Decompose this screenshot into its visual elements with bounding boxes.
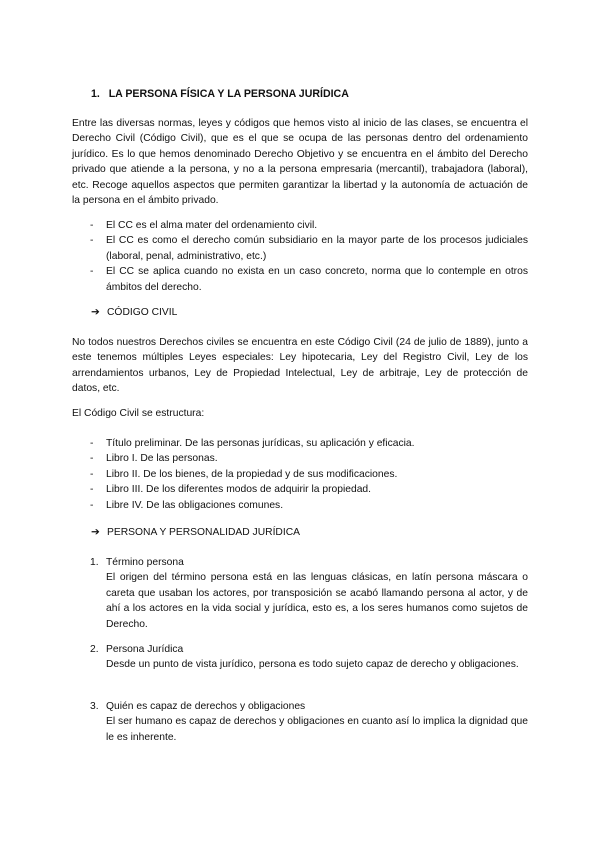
numbered-item — [90, 642, 528, 673]
item-title: Término persona — [106, 557, 184, 568]
list-item: - Libro III. De los diferentes modos de adquirir la propiedad. — [90, 482, 528, 497]
item-title: Quién es capaz de derechos y obligaciones — [106, 701, 306, 712]
intro-paragraph: Entre las diversas normas, leyes y códigos que hemos visto al inicio de las clases, se encuentra el Derecho Civil (Código Civil), que es el que se ocupa de las personas dentro del ordenamiento jurídico. Es lo que hemos denominado Derecho Objetivo y se encuentra en el ámbito del Derecho privado que atiende a la persona, y no a la persona empresaria (mercantil), trabajadora (laboral), etc. Recoge aquellos aspectos que permiten garantizar la libertad y la autonomía de actuación de la persona en el ámbito privado. — [72, 118, 528, 207]
list-item: - El CC es como el derecho común subsidiario en la mayor parte de los procesos judiciales (laboral, penal, administrativo, etc.) — [90, 233, 528, 264]
item-body: Desde un punto de vista jurídico, persona es todo sujeto capaz de derecho y obligaciones. — [106, 659, 519, 671]
estructura-bullet-list — [90, 436, 528, 513]
item-number: 1. — [90, 557, 99, 568]
list-item: - El CC se aplica cuando no exista en un caso concreto, norma que lo contemple en otros ámbitos del derecho. — [90, 264, 528, 295]
list-item: - Libro II. De los bienes, de la propiedad y de sus modificaciones. — [90, 467, 528, 482]
cc-bullet-list — [90, 218, 528, 295]
estructura-intro: El Código Civil se estructura: — [72, 408, 205, 419]
item-title: Persona Jurídica — [106, 644, 184, 655]
list-item: - Título preliminar. De las personas jurídicas, su aplicación y eficacia. — [90, 436, 528, 451]
codigo-paragraph: No todos nuestros Derechos civiles se encuentra en este Código Civil (24 de julio de 1889), junto a este tenemos múltiples Leyes especiales: Ley hipotecaria, Ley del Registro Civil, Ley de los arrendamientos urbanos, Ley de Propiedad Intelectual, Ley de arbitraje, Ley de protección de datos, etc. — [72, 337, 528, 395]
codigo-civil-heading — [91, 305, 177, 320]
arrow-icon: ➔ — [91, 527, 100, 538]
list-item: - El CC es el alma mater del ordenamiento civil. — [90, 218, 528, 233]
item-number: 2. — [90, 644, 99, 655]
numbered-item — [90, 699, 528, 745]
item-body: El ser humano es capaz de derechos y obligaciones en cuanto así lo implica la dignidad que le es inherente. — [106, 716, 528, 743]
item-number: 3. — [90, 701, 99, 712]
arrow-icon: ➔ — [91, 307, 100, 318]
codigo-civil-label: CÓDIGO CIVIL — [107, 307, 178, 318]
heading-number: 1. — [91, 88, 100, 100]
numbered-item — [90, 555, 528, 632]
section-heading — [91, 88, 349, 100]
list-item: - Libre IV. De las obligaciones comunes. — [90, 498, 528, 513]
list-item: - Libro I. De las personas. — [90, 451, 528, 466]
heading-title: LA PERSONA FÍSICA Y LA PERSONA JURÍDICA — [108, 88, 349, 100]
item-body: El origen del término persona está en las lenguas clásicas, en latín persona máscara o careta que usaban los actores, por transposición se acabó llamando persona al actor, y de ahí a los actores en la vida social y jurídica, esto es, a los seres humanos como sujetos de Derecho. — [106, 572, 528, 630]
persona-label: PERSONA Y PERSONALIDAD JURÍDICA — [107, 527, 301, 538]
persona-heading — [91, 525, 300, 540]
